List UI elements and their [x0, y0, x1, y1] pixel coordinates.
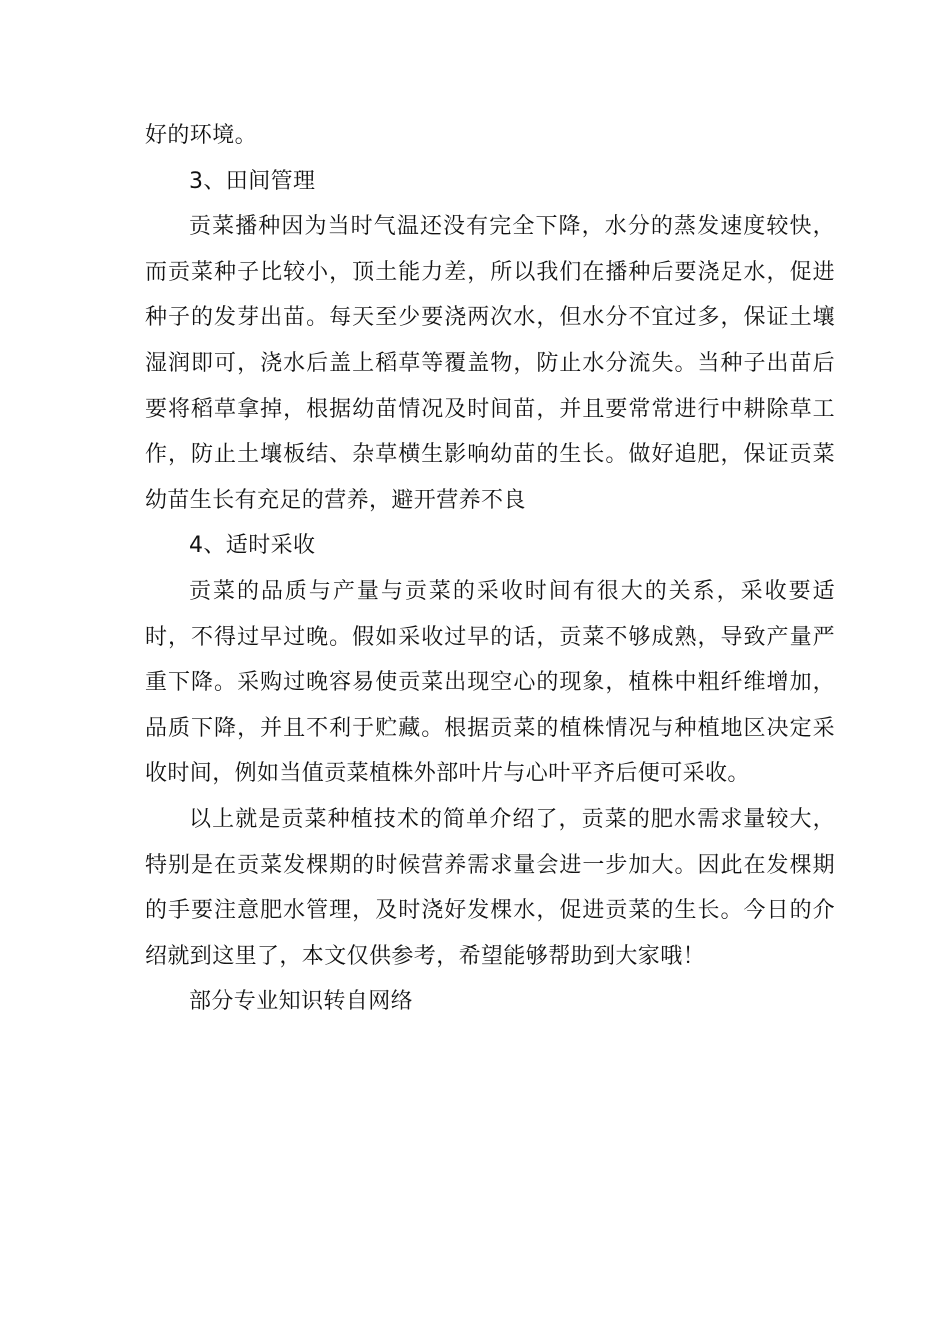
paragraph-source-note: 部分专业知识转自网络	[189, 989, 414, 1015]
paragraph-continuation: 好的环境。	[145, 123, 258, 148]
paragraph-harvest: 贡菜的品质与产量与贡菜的采收时间有很大的关系，采收要适时，不得过早过晚。假如采收过早的话，贡菜不够成熟，导致产量严重下降。采购过晚容易使贡菜出现空心的现象，植株中粗纤维增加，品质下降，并且不利于贮藏。根据贡菜的植株情况与种植地区决定采收时间，例如当值贡菜植株外部叶片与心叶平齐后便可采收。	[145, 578, 835, 787]
document-body	[145, 113, 835, 1025]
section-heading-field-management: 3、田间管理	[189, 168, 316, 194]
paragraph-field-management: 贡菜播种因为当时气温还没有完全下降，水分的蒸发速度较快，而贡菜种子比较小，顶土能力差，所以我们在播种后要浇足水，促进种子的发芽出苗。每天至少要浇两次水，但水分不宜过多，保证土壤湿润即可，浇水后盖上稻草等覆盖物，防止水分流失。当种子出苗后要将稻草拿掉，根据幼苗情况及时间苗，并且要常常进行中耕除草工作，防止土壤板结、杂草横生影响幼苗的生长。做好追肥，保证贡菜幼苗生长有充足的营养，避开营养不良	[145, 214, 835, 513]
paragraph-summary: 以上就是贡菜种植技术的简单介绍了，贡菜的肥水需求量较大，特别是在贡菜发棵期的时候营养需求量会进一步加大。因此在发棵期的手要注意肥水管理，及时浇好发棵水，促进贡菜的生长。今日的介绍就到这里了，本文仅供参考，希望能够帮助到大家哦！	[145, 806, 835, 969]
section-heading-harvest: 4、适时采收	[189, 533, 316, 559]
